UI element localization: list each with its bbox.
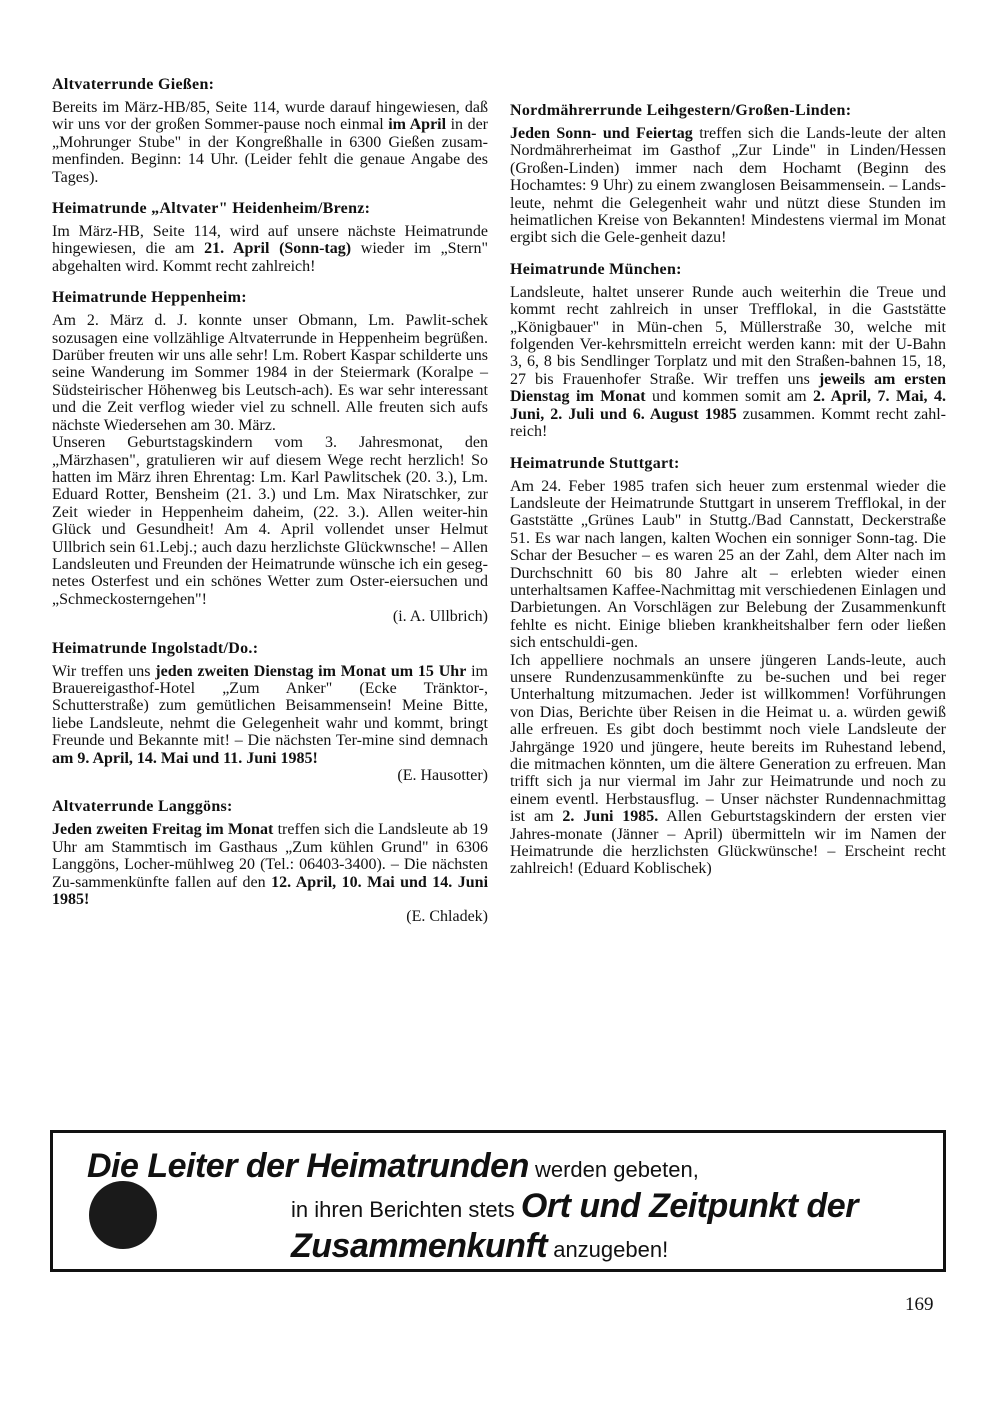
notice-line-3: Zusammenkunft anzugeben! bbox=[291, 1227, 669, 1265]
section-text: Jeden Sonn- und Feiertag treffen sich die Lands-leute der alten Nordmährerheimat im Gasthof „Zur Linde" in Linden/Hessen (Großen-Linden) immer nach dem Hochamt (Beginn des Hochamtes: 9 Uhr) zu einem zwanglosen Beisammensein. – Lands-leute, nehmt die Gelegenheit wahr und nützt diese Stunden im heimatlichen Kreise von Bekannten! Mindestens viermal im Monat ergibt sich die Gele-genheit dazu! bbox=[510, 125, 946, 247]
author-signature: (E. Chladek) bbox=[406, 908, 488, 926]
left-column bbox=[52, 74, 488, 938]
article-heppenheim bbox=[52, 287, 488, 625]
section-text: Ich appelliere nochmals an unsere jüngeren Lands-leute, auch unsere Rundenzusammenkünfte zu be-suchen und bei reger Unterhaltung mitzumachen. Jeder ist willkommen! Vorführungen von Dias, Berichte über Reisen in die Heimat u. a. würden gewiß alle erfreuen. Es gibt doch bestimmt noch viele Landsleute der Jahrgänge 1920 und jüngere, heute bereits im Ruhestand lebend, die mitmachen könnten, um die ältere Generation zu erfreuen. Man trifft sich ja nur viermal im Jahr zur Heimatrunde und noch zu einem eventl. Herbstausflug. – Unser nächster Rundennachmittag ist am 2. Juni 1985. Allen Geburtstagskindern der ersten vier Jahres-monate (Jänner – April) übermitteln wir im Namen der Heimatrunde die herzlichsten Glückwünsche! – Erscheint recht zahlreich! (Eduard Koblischek) bbox=[510, 651, 946, 878]
section-text: Am 24. Feber 1985 trafen sich heuer zum erstenmal wieder die Landsleute der Heimatrunde Stuttgart in unserem Trefflokal, in der Gaststätte „Grünes Laub" in Stuttg./Bad Cannstatt, Deckerstraße 51. Es war nach langen, kalten Wochen ein sonniger Sonn-tag. Die Schar der Besucher – es waren 25 an der Zahl, dem Alter nach im Durchschnitt 60 bis 80 Jahre alt – erlebten wieder einen unterhaltsamen Kaffee-Nachmittag mit verschiedenen Einlagen und Darbietungen. An Vorschlägen zur Belebung der Zusammenkunft fehlte es nicht. Einige blieben krankheitshalber fern oder ließen sich entschuldi-gen. bbox=[510, 477, 946, 652]
section-heading: Heimatrunde Stuttgart: bbox=[510, 454, 680, 472]
article-giessen bbox=[52, 74, 488, 186]
section-text: Jeden zweiten Freitag im Monat treffen sich die Landsleute ab 19 Uhr am Stammtisch im Gasthaus „Zum kühlen Grund" in 6306 Langgöns, Locher-mühlweg 20 (Tel.: 06403-3400). – Die nächsten Zu-sammenkünfte fallen auf den 12. April, 10. Mai und 14. Juni 1985! bbox=[52, 821, 489, 909]
article-ingolstadt bbox=[52, 638, 488, 785]
section-heading: Altvaterrunde Gießen: bbox=[52, 76, 215, 93]
article-heidenheim bbox=[52, 198, 488, 275]
section-text: Unseren Geburtstagskindern vom 3. Jahresmonat, den „Märzhasen", gratulieren wir auf diesem Wege recht herzlich! So hatten im März ihren Ehrentag: Lm. Karl Pawlitschek (20. 3.), Lm. Eduard Rotter, Bensheim (21. 3.) und Lm. Max Niratschker, zur Zeit wieder in Heppenheim daheim, (22. 3.). Allen weiter-hin Glück und Gesundheit! Am 4. April vollendet unser Helmut Ullbrich sein 61.Lebj.; auch dazu herzlichste Glückwnsche! – Allen Landsleuten und Freunden der Heimatrunde wünsche ich ein geseg-netes Osterfest und ein schönes Wetter zum Oster-eiersuchen und „Schmeckosterngehen"! bbox=[52, 434, 488, 608]
section-heading: Heimatrunde Heppenheim: bbox=[52, 289, 247, 307]
article-leihgestern bbox=[510, 100, 946, 247]
notice-line-2: in ihren Berichten stets Ort und Zeitpunkt der bbox=[291, 1187, 858, 1225]
section-heading: Heimatrunde Ingolstadt/Do.: bbox=[52, 639, 259, 657]
section-text: Am 2. März d. J. konnte unser Obmann, Lm. Pawlit-schek sozusagen eine vollzählige Altvaterrunde in Heppenheim begrüßen. Darüber freuten wir uns alle sehr! Lm. Robert Kaspar schilderte uns seine Wanderung im Sommer 1984 in der Steiermark (Koralpe – Südsteirischer Höhenweg bis Leutsch-ach). Es war sehr interessant und die Zeit verflog wieder viel zu schnell. Alle freuten sich aufs nächste Wiedersehen am 30. März. bbox=[52, 312, 488, 434]
section-text: Im März-HB, Seite 114, wird auf unsere nächste Heimatrunde hingewiesen, die am 21. April (Sonn-tag) wieder im „Stern" abgehalten wird. Kommt recht zahlreich! bbox=[52, 223, 488, 275]
right-column bbox=[510, 100, 946, 890]
article-stuttgart bbox=[510, 453, 946, 878]
section-text: Wir treffen uns jeden zweiten Dienstag im Monat um 15 Uhr im Brauereigasthof-Hotel „Zum Anker" (Ecke Tränktor-, Schutterstraße) zum gemütlichen Beisammensein! Meine Bitte, liebe Landsleute, nehmt die Gelegenheit wahr und kommt, bringt Freunde und Bekannte mit! – Die nächsten Ter-mine sind demnach am 9. April, 14. Mai und 11. Juni 1985! bbox=[52, 662, 489, 767]
section-heading: Altvaterrunde Langgöns: bbox=[52, 798, 233, 816]
notice-box bbox=[50, 1130, 946, 1272]
section-heading: Heimatrunde München: bbox=[510, 260, 682, 278]
notice-line-1: Die Leiter der Heimatrunden werden gebeten, bbox=[87, 1147, 699, 1185]
section-heading: Heimatrunde „Altvater" Heidenheim/Brenz: bbox=[52, 200, 371, 218]
section-text: Landsleute, haltet unserer Runde auch weiterhin die Treue und kommt recht zahlreich in unser Trefflokal, in die Gaststätte „Königbauer" in Mün-chen 5, Müllerstraße 30, welche mit folgenden Ver-kehrsmitteln erreicht werden kann: mit der U-Bahn 3, 6, 8 bis Sendlinger Torplatz und mit den Straßen-bahnen 15, 18, 27 bis Frauenhofer Straße. Wir treffen uns jeweils am ersten Dienstag im Monat und kommen somit am 2. April, 7. Mai, 4. Juni, 2. Juli und 6. August 1985 zusammen. Kommt recht zahl-reich! bbox=[510, 283, 947, 441]
section-heading: Nordmährerrunde Leihgestern/Großen-Linden: bbox=[510, 102, 852, 119]
author-signature: (E. Hausotter) bbox=[397, 767, 488, 784]
page-number: 169 bbox=[905, 1294, 934, 1315]
bullet-dot-icon bbox=[89, 1181, 157, 1249]
article-langgoens bbox=[52, 796, 488, 925]
author-signature: (i. A. Ullbrich) bbox=[392, 608, 488, 626]
article-muenchen bbox=[510, 259, 946, 441]
section-text: Bereits im März-HB/85, Seite 114, wurde darauf hingewiesen, daß wir uns vor der großen Sommer-pause noch einmal im April in der „Mohrunger Stube" in der Kongreßhalle in 6300 Gießen zusam-menfinden. Beginn: 14 Uhr. (Leider fehlt die genaue Angabe des Tages). bbox=[52, 99, 488, 186]
